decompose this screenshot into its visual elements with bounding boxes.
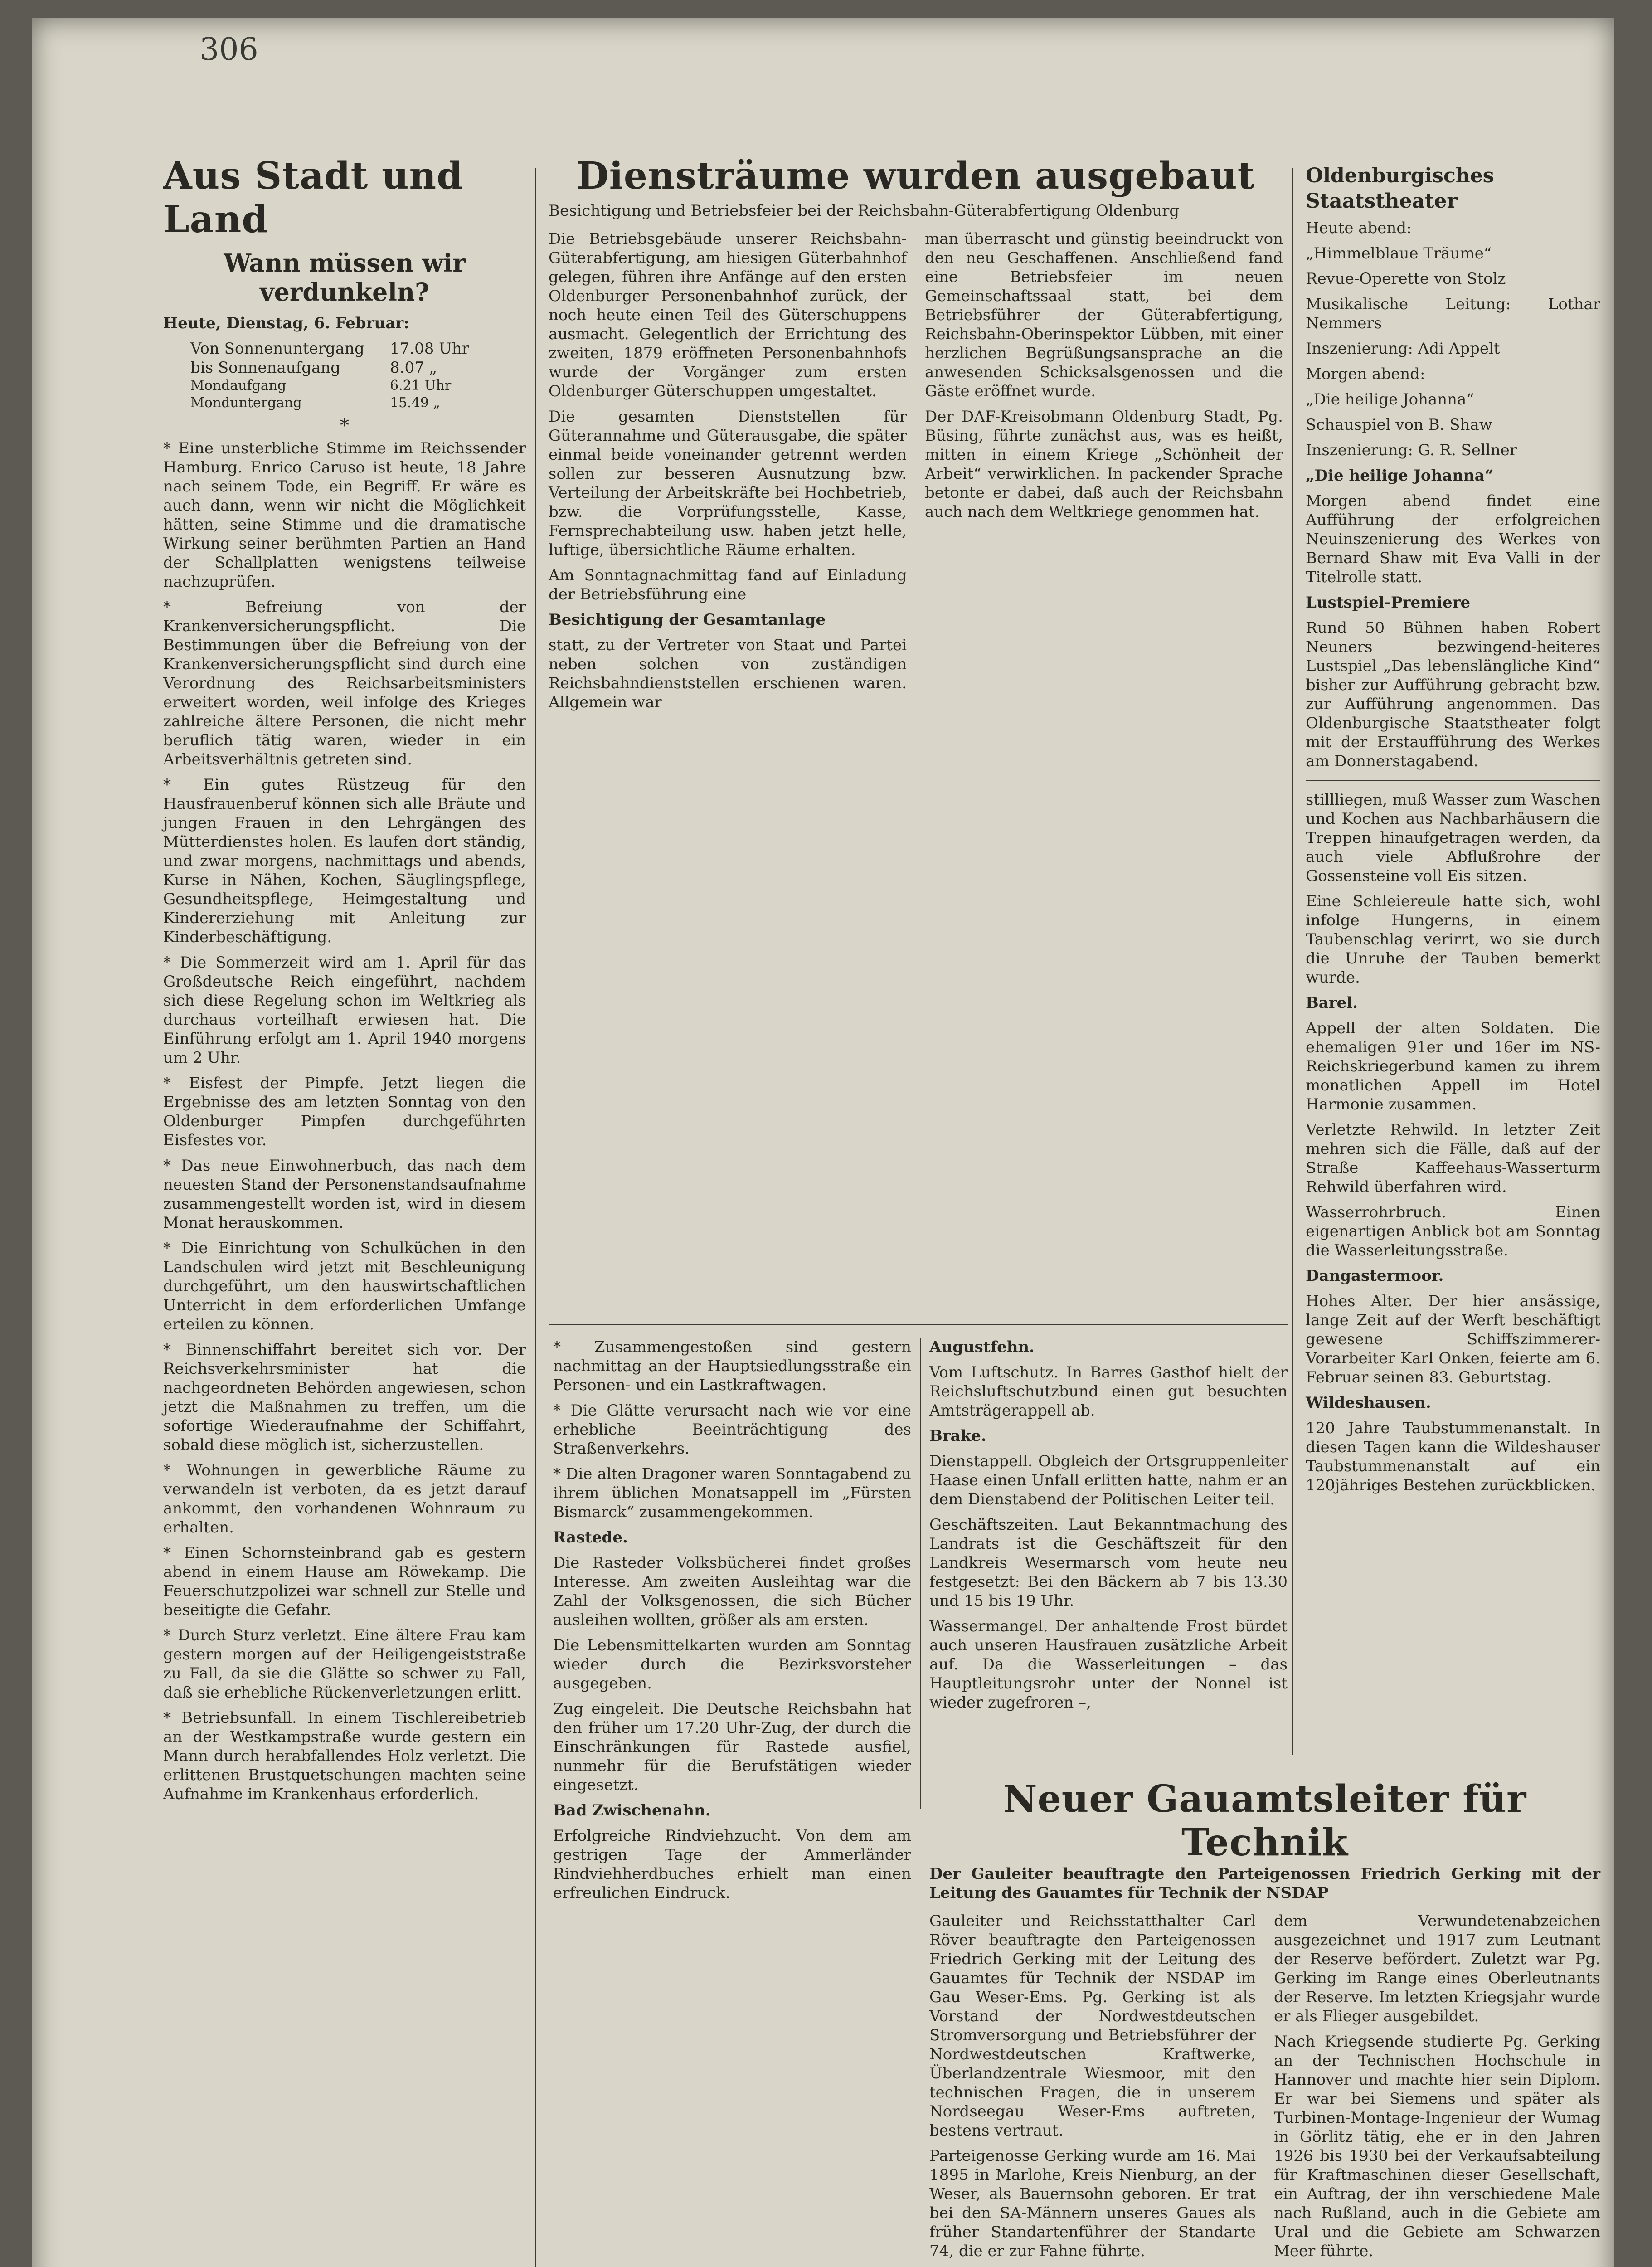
column-rule [920,1338,921,1809]
news-item: 120 Jahre Taubstummenanstalt. In diesen Tagen kann die Wildeshauser Taubstummenanstalt auf ein 120jähriges Bestehen zurückblicken. [1306,1419,1600,1494]
article-col-2 [1274,1912,1600,2267]
news-item: Wasserrohrbruch. Einen eigenartigen Anblick bot am Sonntag die Wasserleitungsstraße. [1306,1203,1600,1260]
news-item: * Eisfest der Pimpfe. Jetzt liegen die Ergebnisse des am letzten Sonntag von den Oldenburger Pimpfen durchgeführten Eisfestes vor. [163,1074,526,1149]
place-heading: Augustfehn. [929,1338,1035,1356]
article-heading: Neuer Gauamtsleiter für Technik [1003,1777,1527,1864]
news-item: Die Rasteder Volksbücherei findet großes Interesse. Am zweiten Ausleihtag war die Zahl der Volksgenossen, die sich Bücher ausleihen wollten, größer als am ersten. [553,1554,911,1629]
section-heading: Aus Stadt und Land [163,154,463,241]
times-row: Von Sonnenuntergang 17.08 Uhr [190,340,469,358]
program-line: Inszenierung: Adi Appelt [1306,340,1500,358]
news-item: * Die Einrichtung von Schulküchen in den Landschulen wird jetzt mit Beschleunigung durchgeführt, um den hauswirtschaftlichen Unterricht in dem erforderlichen Umfange erteilen zu können. [163,1239,526,1333]
theater-paragraph: Rund 50 Bühnen haben Robert Neuners bezwingend-heiteres Lustspiel „Das lebenslängliche Kind“ bisher zur Aufführung gebracht bzw. zur Aufführung angenommen. Das Oldenburgische Staatstheater folgt mit der Erstaufführung des Werkes am Donnerstagabend. [1306,619,1600,770]
article-paragraph: statt, zu der Vertreter von Staat und Partei neben solchen von zuständigen Reichsbahndienststellen erschienen waren. Allgemein war [549,636,907,711]
news-item: * Die Glätte verursacht nach wie vor eine erhebliche Beeinträchtigung des Straßenverkehrs. [553,1401,911,1458]
program-line: Inszenierung: G. R. Sellner [1306,441,1517,459]
news-item: * Wohnungen in gewerbliche Räume zu verwandeln ist verboten, da es jetzt darauf ankommt, den vorhandenen Wohnraum zu erhalten. [163,1461,526,1537]
program-line: Heute abend: [1306,219,1412,237]
news-item: Die Lebensmittelkarten wurden am Sonntag wieder durch die Bezirksvorsteher ausgegeben. [553,1636,911,1693]
theater-paragraph: Morgen abend findet eine Aufführung der erfolgreichen Neuinszenierung des Werkes von Bernard Shaw mit Eva Valli in der Titelrolle statt. [1306,492,1600,586]
bottom-article [929,1777,1600,2267]
lower-middle-col-1 [553,1338,911,1902]
news-item: * Betriebsunfall. In einem Tischlereibetrieb an der Westkampstraße wurde gestern ein Mann durch herabfallendes Holz verletzt. Die erlittenen Brustquetschungen machten seine Aufnahme im Krankenhaus erforderlich. [163,1709,526,1803]
news-item: Appell der alten Soldaten. Die ehemaligen 91er und 16er im NS-Reichskriegerbund kamen zu ihrem monatlichen Appell im Hotel Harmonie zusammen. [1306,1019,1600,1114]
news-item: Hohes Alter. Der hier ansässige, lange Zeit auf der Werft beschäftigt gewesene Schiffszimmerer-Vorarbeiter Karl Onken, feierte am 6. Februar seinen 83. Geburtstag. [1306,1292,1600,1386]
program-line: Musikalische Leitung: Lothar Nemmers [1306,295,1600,332]
right-column [1306,163,1600,1759]
article-paragraph: Parteigenosse Gerking wurde am 16. Mai 1895 in Marlohe, Kreis Nienburg, an der Weser, als Bauernsohn geboren. Er trat bei den SA-Männern unseres Gaues als früher Standartenführer der Standarte 74, die er zur Fahne führte. [929,2147,1256,2260]
place-heading: Bad Zwischenahn. [553,1801,711,1819]
news-item: Geschäftszeiten. Laut Bekanntmachung des Landrats ist die Geschäftszeit für den Landkreis Wesermarsch vom heute neu festgesetzt: Bei den Bäckern ab 7 bis 13.30 und 15 bis 19 Uhr. [929,1516,1288,1610]
article-paragraph: dem Verwundetenabzeichen ausgezeichnet und 1917 zum Leutnant der Reserve befördert. Zuletzt war Pg. Gerking im Range eines Oberleutnants der Reserve. Im letzten Kriegsjahr wurde er als Flieger ausgebildet. [1274,1912,1600,2025]
article-paragraph: man überrascht und günstig beeindruckt von den neu Geschaffenen. Anschließend fand eine Betriebsfeier im neuen Gemeinschaftssaal statt, bei dem Betriebsführer der Güterabfertigung, Reichsbahn-Oberinspektor Lübben, mit einer herzlichen Begrüßungsansprache an die anwesenden Schicksalsgenossen und die Gäste eröffnet wurde. [925,230,1283,400]
news-item: * Die alten Dragoner waren Sonntagabend zu ihrem üblichen Monatsappell im „Fürsten Bismarck“ zusammengekommen. [553,1465,911,1521]
times-row: Monduntergang 15.49 „ [190,395,440,411]
column-rule [535,168,536,2267]
news-item: * Die Sommerzeit wird am 1. April für das Großdeutsche Reich eingeführt, nachdem sich diese Regelung schon im Weltkrieg als durchaus vorteilhaft erwiesen hat. Die Einführung erfolgt am 1. April 1940 morgens um 2 Uhr. [163,954,526,1067]
theater-program [1306,219,1600,460]
program-line: Morgen abend: [1306,365,1425,383]
newspaper-page [32,18,1614,2267]
news-item: * Das neue Einwohnerbuch, das nach dem neuesten Stand der Personenstandsaufnahme zusammengestellt worden ist, wird in diesem Monat herauskommen. [163,1157,526,1232]
times-table [190,339,526,412]
times-row: Mondaufgang 6.21 Uhr [190,378,452,394]
horizontal-rule [549,1324,1288,1325]
place-heading: Barel. [1306,994,1358,1012]
article-paragraph: Die Betriebsgebäude unserer Reichsbahn-Güterabfertigung, am hiesigen Güterbahnhof gelegen, führen ihre Anfänge auf den ersten Oldenburger Personenbahnhof zurück, der noch heute einen Teil des Güterschuppens ausmacht. Gelegentlich der Errichtung des zweiten, 1879 eröffneten Personenbahnhofs wurde der Vorgänger zum ersten Oldenburger Güterschuppen umgestaltet. [549,230,907,400]
place-heading: Rastede. [553,1528,628,1547]
article-paragraph: Gauleiter und Reichsstatthalter Carl Röver beauftragte den Parteigenossen Friedrich Gerking mit der Leitung des Gauamtes für Technik der NSDAP im Gau Weser-Ems. Pg. Gerking ist als Vorstand der Nordwestdeutschen Stromversorgung und Betriebsführer der Nordwestdeutschen Kraftwerke, Überlandzentrale Wiesmoor, mit den technischen Fragen, die in unserem Nordseegau Weser-Ems auftreten, bestens vertraut. [929,1912,1256,2140]
news-item: * Eine unsterbliche Stimme im Reichssender Hamburg. Enrico Caruso ist heute, 18 Jahre nach seinem Tode, ein Begriff. Er wäre es auch dann, wenn wir nicht die Möglichkeit hätten, seine Stimme und die dramatische Wirkung seiner berühmten Partien an Hand der Schallplatten wenigstens teilweise nachzuprüfen. [163,439,526,591]
news-item: * Binnenschiffahrt bereitet sich vor. Der Reichsverkehrsminister hat die nachgeordneten Behörden angewiesen, schon jetzt die Maßnahmen zu treffen, um die sofortige Wiederaufnahme der Schiffahrt, sobald diese möglich ist, sicherzustellen. [163,1341,526,1454]
divider [1306,780,1600,781]
theater-subheading: Lustspiel-Premiere [1306,594,1471,612]
separator-star: * [340,415,349,436]
news-item: * Einen Schornsteinbrand gab es gestern abend in einem Hause am Röwekamp. Die Feuerschutzpolizei war schnell zur Stelle und beseitigte die Gefahr. [163,1544,526,1619]
news-item: * Zusammengestoßen sind gestern nachmittag an der Hauptsiedlungsstraße ein Personen- und ein Lastkraftwagen. [553,1338,911,1394]
news-item: Vom Luftschutz. In Barres Gasthof hielt der Reichsluftschutzbund einen gut besuchten Amtsträgerappell ab. [929,1363,1288,1420]
program-line: Schauspiel von B. Shaw [1306,416,1492,434]
times-row: bis Sonnenaufgang 8.07 „ [190,359,437,377]
news-item: Eine Schleiereule hatte sich, wohl infolge Hungerns, in einem Taubenschlag verirrt, wo sie durch die Unruhe der Tauben bemerkt wurde. [1306,892,1600,987]
program-line: „Himmelblaue Träume“ [1306,244,1492,263]
article-paragraph: Die gesamten Dienststellen für Güterannahme und Güterausgabe, die später einmal beide voneinander getrennt werden sollen zur besseren Ausnutzung bzw. Verteilung der Arbeitskräfte bei Hochbetrieb, bzw. die Vorprüfungsstelle, Kasse, Fernsprechabteilung usw. haben jetzt helle, luftige, übersichtliche Räume erhalten. [549,408,907,559]
article-heading: Diensträume wurden ausgebaut [576,154,1255,198]
news-item: stillliegen, muß Wasser zum Waschen und Kochen aus Nachbarhäusern die Treppen hinaufgetragen werden, da auch viele Abflußrohre der Gossensteine voll Eis sitzen. [1306,791,1600,885]
article-subheading: Besichtigung der Gesamtanlage [549,611,826,629]
article-col-1 [549,229,907,718]
place-heading: Dangastermoor. [1306,1267,1444,1285]
news-item: Verletzte Rehwild. In letzter Zeit mehren sich die Fälle, daß auf der Straße Kaffeehaus-Wasserturm Rehwild überfahren wird. [1306,1121,1600,1196]
middle-article [549,154,1283,1315]
program-line: Revue-Operette von Stolz [1306,270,1506,288]
news-item: * Befreiung von der Krankenversicherungspflicht. Die Bestimmungen über die Befreiung von der Krankenversicherungspflicht sind durch eine Verordnung des Reichsarbeitsministers erweitert worden, weil infolge des Krieges zahlreiche ältere Personen, die nicht mehr beruflich tätig waren, wieder in ein Arbeitsverhältnis getreten sind. [163,598,526,769]
page-number: 306 [199,32,258,68]
article-subtitle: Der Gauleiter beauftragte den Parteigenossen Friedrich Gerking mit der Leitung des Gauamtes für Technik der NSDAP [929,1865,1600,1902]
left-column [163,154,526,2267]
news-item: Zug eingeleit. Die Deutsche Reichsbahn hat den früher um 17.20 Uhr-Zug, der durch die Einschränkungen für Rastede ausfiel, nunmehr für die Berufstätigen wieder eingesetzt. [553,1700,911,1794]
article-paragraph: Nach Kriegsende studierte Pg. Gerking an der Technischen Hochschule in Hannover und machte hier sein Diplom. Er war bei Siemens und später als Turbinen-Montage-Ingenieur der Wumag in Görlitz tätig, ehe er in den Jahren 1926 bis 1930 bei der Verkaufsabteilung für Kraftmaschinen dieser Gesellschaft, ein Auftrag, der ihn verschiedene Male nach Rußland, auch in die Gebiete am Ural und die Gebiete am Schwarzen Meer führte. [1274,2033,1600,2260]
column-rule [1292,168,1293,1755]
article-subtitle: Besichtigung und Betriebsfeier bei der Reichsbahn-Güterabfertigung Oldenburg [549,202,1180,220]
place-heading: Brake. [929,1427,986,1445]
news-item: Dienstappell. Obgleich der Ortsgruppenleiter Haase einen Unfall erlitten hatte, nahm er an dem Dienstabend der Politischen Leiter teil. [929,1452,1288,1508]
date-line: Heute, Dienstag, 6. Februar: [163,314,409,332]
blackout-heading: Wann müssen wir verdunkeln? [224,248,466,306]
program-line: „Die heilige Johanna“ [1306,390,1474,409]
news-item: * Durch Sturz verletzt. Eine ältere Frau kam gestern morgen auf der Heiligengeiststraße zu Fall, da sie die Glätte so schwer zu Fall, daß sie erhebliche Rückenverletzungen erlitt. [163,1626,526,1702]
article-col-1 [929,1912,1256,2267]
theater-subheading: „Die heilige Johanna“ [1306,467,1494,485]
news-item: Wassermangel. Der anhaltende Frost bürdet auch unseren Hausfrauen zusätzliche Arbeit auf. Da die Wasserleitungen – das Hauptleitungsrohr unter der Nonnel ist wieder zugefroren –, [929,1617,1288,1712]
theater-heading: Oldenburgisches Staatstheater [1306,164,1494,213]
article-paragraph: Am Sonntagnachmittag fand auf Einladung der Betriebsführung eine [549,566,907,603]
article-paragraph: Der DAF-Kreisobmann Oldenburg Stadt, Pg. Büsing, führte zunächst aus, was es heißt, mitten in einem Kriege „Schönheit der Arbeit“ verwirklichen. In packender Sprache betonte er dabei, daß auch der Reichsbahn auch nach dem Weltkriege genommen hat. [925,408,1283,521]
news-item: Erfolgreiche Rindviehzucht. Von dem am gestrigen Tage der Ammerländer Rindviehherdbuches erhielt man einen erfreulichen Eindruck. [553,1827,911,1902]
news-item: * Ein gutes Rüstzeug für den Hausfrauenberuf können sich alle Bräute und jungen Frauen in den Lehrgängen des Mütterdienstes holen. Es laufen dort ständig, und zwar morgens, nachmittags und abends, Kurse in Nähen, Kochen, Säuglingspflege, Gesundheitspflege, Heimgestaltung und Kindererziehung mit Anleitung zur Kinderbeschäftigung. [163,776,526,946]
article-col-2 [925,229,1283,718]
lower-middle-col-2 [929,1338,1288,1800]
place-heading: Wildeshausen. [1306,1394,1431,1412]
